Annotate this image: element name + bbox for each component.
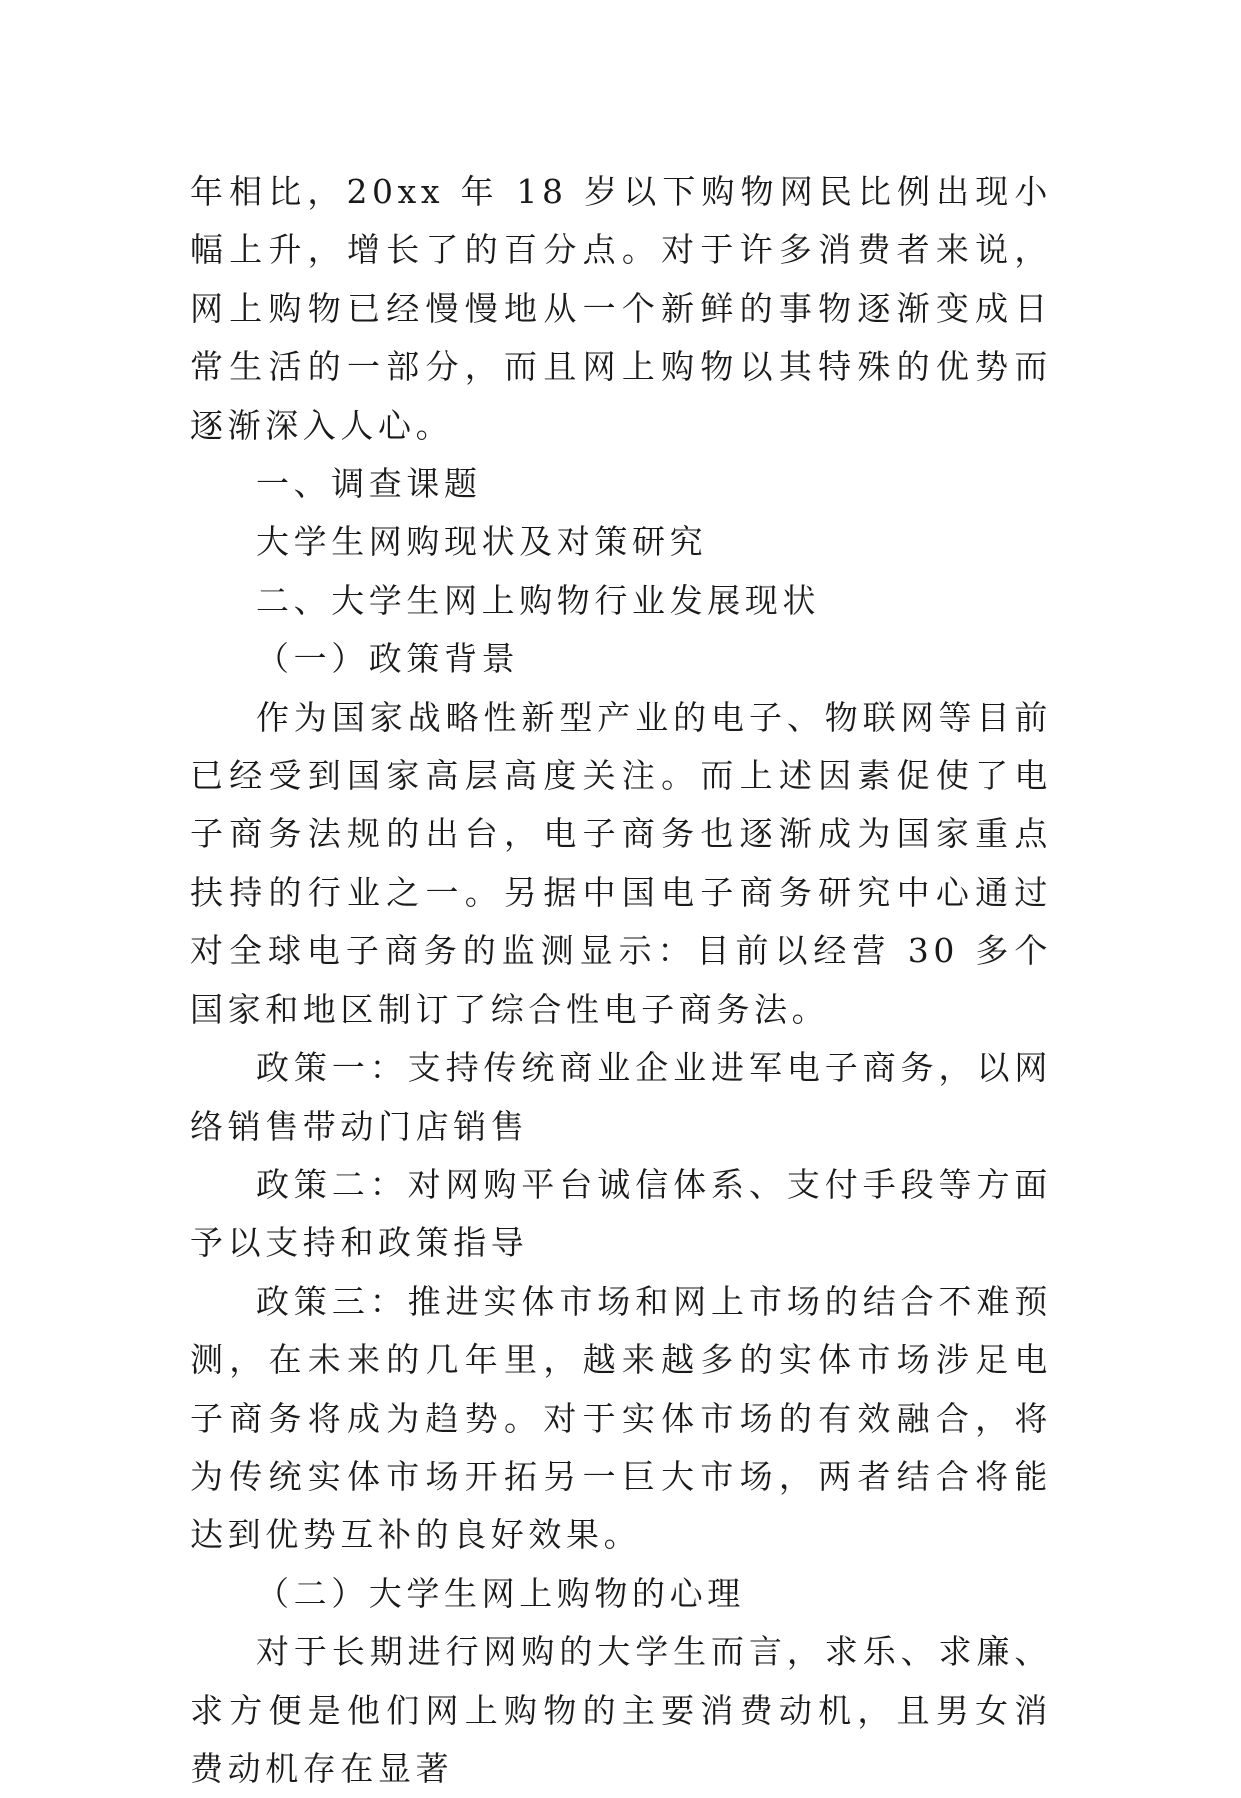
paragraph-policy-three: 政策三：推进实体市场和网上市场的结合不难预测，在未来的几年里，越来越多的实体市场涉足电子商务将成为趋势。对于实体市场的有效融合，将为传统实体市场开拓另一巨大市场，两者结合将能达到优势互补的良好效果。 [190, 1281, 1052, 1555]
heading-survey-topic: 一、调查课题 [256, 464, 482, 504]
survey-topic-title: 大学生网购现状及对策研究 [256, 522, 708, 562]
heading-industry-status: 二、大学生网上购物行业发展现状 [256, 580, 820, 620]
document-body [190, 163, 1052, 1798]
subheading-shopping-psychology: （二）大学生网上购物的心理 [256, 1573, 745, 1613]
paragraph-policy-one: 政策一：支持传统商业企业进军电子商务，以网络销售带动门店销售 [190, 1048, 1052, 1146]
subheading-policy-background: （一）政策背景 [256, 639, 520, 679]
paragraph-shopping-motives: 对于长期进行网购的大学生而言，求乐、求廉、求方便是他们网上购物的主要消费动机，且男女消费动机存在显著 [190, 1632, 1052, 1788]
paragraph-policy-background: 作为国家战略性新型产业的电子、物联网等目前已经受到国家高层高度关注。而上述因素促使了电子商务法规的出台，电子商务也逐渐成为国家重点扶持的行业之一。另据中国电子商务研究中心通过对全球电子商务的监测显示：目前以经营 30 多个国家和地区制订了综合性电子商务法。 [190, 697, 1052, 1029]
paragraph-intro-continuation: 年相比，20xx 年 18 岁以下购物网民比例出现小幅上升，增长了的百分点。对于许多消费者来说，网上购物已经慢慢地从一个新鲜的事物逐渐变成日常生活的一部分，而且网上购物以其特殊的优势而逐渐深入人心。 [190, 172, 1052, 445]
paragraph-policy-two: 政策二：对网购平台诚信体系、支付手段等方面予以支持和政策指导 [190, 1164, 1052, 1263]
